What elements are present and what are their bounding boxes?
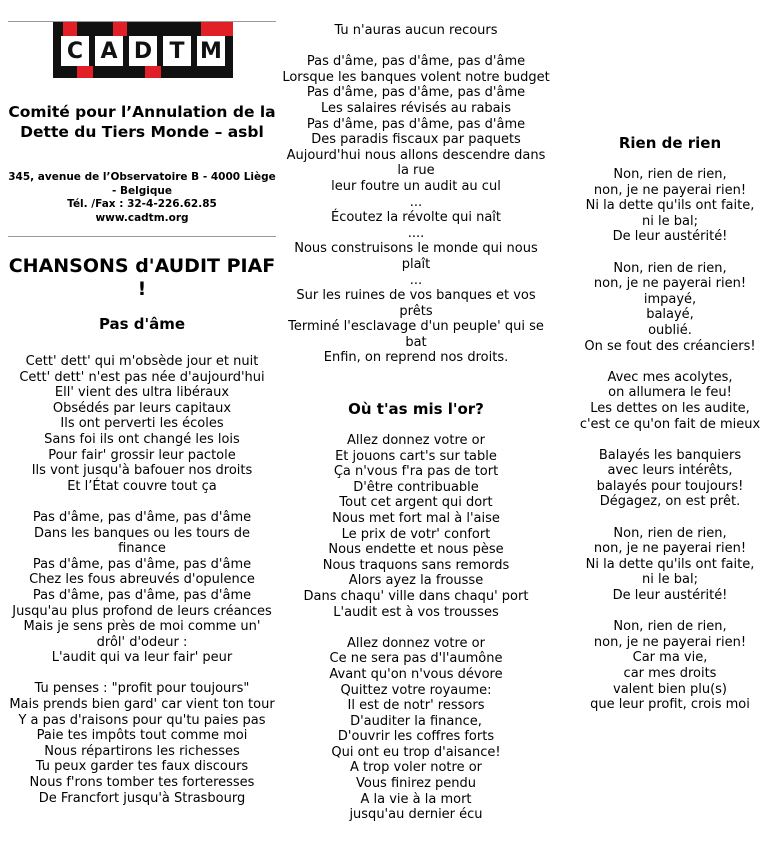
stanza: Non, rien de rien, non, je ne payerai rien! impayé, balayé, oublié. On se fout des créanciers!: [584, 260, 756, 354]
logo-letter: T: [163, 36, 191, 66]
logo-letter: C: [61, 36, 89, 66]
song-pas-d-ame-continued: [282, 23, 550, 366]
logo-red-square: [77, 66, 93, 78]
stanza: Non, rien de rien, non, je ne payerai rien! Ni la dette qu'ils ont faite, ni le bal; De leur austérité!: [585, 525, 755, 604]
stanza: Cett' dett' qui m'obsède jour et nuit Cett' dett' n'est pas née d'aujourd'hui Ell' vient des ultra libéraux Obsédés par leurs capitaux Ils ont perverti les écoles Sans foi ils ont changé les lois Pour fair' grossir leur pactole Ils vont jusqu'à bafouer nos droits Et l’État couvre tout ça: [19, 354, 265, 494]
page-title: CHANSONS d'AUDIT PIAF !: [8, 255, 276, 300]
logo-letter: M: [197, 36, 225, 66]
stanza: Pas d'âme, pas d'âme, pas d'âme Dans les banques ou les tours de finance Pas d'âme, pas d'âme, pas d'âme Chez les fous abreuvés d'opulence Pas d'âme, pas d'âme, pas d'âme Jusqu'au plus profond de leurs créances Mais je sens près de moi comme un' drôl' d'odeur : L'audit qui va leur fair' peur: [12, 509, 272, 666]
logo-red-square: [201, 22, 233, 36]
website-link[interactable]: www.cadtm.org: [95, 211, 189, 224]
logo-red-square: [63, 22, 77, 36]
song-title: Pas d'âme: [98, 315, 186, 333]
stanza: Allez donnez votre or Ce ne sera pas d'l'aumône Avant qu'on n'vous dévore Quittez votre royaume: Il est de notr' ressors D'auditer la finance, D'ouvrir les coffres forts Qui ont eu trop d'aisance! A trop voler notre or Vous finirez pendu A la vie à la mort jusqu'au dernier écu: [329, 635, 503, 823]
stanza: Non, rien de rien, non, je ne payerai rien! Ni la dette qu'ils ont faite, ni le bal; De leur austérité!: [585, 167, 755, 245]
organization-name: Comité pour l’Annulation de la Dette du Tiers Monde – asbl: [8, 103, 276, 141]
address-line: 345, avenue de l’Observatoire B - 4000 Liège - Belgique: [8, 171, 276, 197]
logo-letter: D: [129, 36, 157, 66]
phone-line: Tél. /Fax : 32-4-226.62.85: [67, 198, 217, 210]
logo-lettering: [61, 36, 225, 66]
header-divider: [8, 236, 276, 237]
song-pas-d-ame: [8, 314, 276, 806]
stanza: Avec mes acolytes, on allumera le feu! Les dettes on les audite, c'est ce qu'on fait de mieux: [579, 369, 761, 432]
cadtm-logo: [53, 22, 233, 78]
song-title: Où t'as mis l'or?: [348, 400, 484, 418]
logo-red-square: [113, 22, 127, 36]
stanza: Tu n'auras aucun recours: [334, 23, 498, 38]
logo-letter: A: [95, 36, 123, 66]
song-title: Rien de rien: [618, 134, 722, 152]
stanza: Tu penses : "profit pour toujours" Mais prends bien gard' car vient ton tour Y a pas d'raisons pour qu'tu paies pas Paie tes impôts tout comme moi Nous répartirons les richesses Tu peux garder tes faux discours Nous f'rons tomber tes forteresses De Francfort jusqu'à Strasbourg: [9, 681, 275, 806]
organization-contact: [8, 171, 276, 225]
song-rien-de-rien: [572, 133, 768, 713]
stanza: Balayés les banquiers avec leurs intérêts, balayés pour toujours! Dégagez, on est prêt.: [596, 447, 744, 510]
stanza: Non, rien de rien, non, je ne payerai rien! Car ma vie, car mes droits valent bien plu(s) que leur profit, crois moi: [590, 619, 750, 713]
stanza: Pas d'âme, pas d'âme, pas d'âme Lorsque les banques volent notre budget Pas d'âme, pas d'âme, pas d'âme Les salaires révisés au rabais Pas d'âme, pas d'âme, pas d'âme Des paradis fiscaux par paquets Aujourd'hui nous allons descendre dans la rue leur foutre un audit au cul ... Écoutez la révolte qui naît .... Nous construisons le monde qui nous plaît ... Sur les ruines de vos banques et vos prêts Terminé l'esclavage d'un peuple' qui se bat Enfin, on reprend nos droits.: [282, 54, 550, 366]
song-ou-tas-mis-lor: [282, 399, 550, 823]
logo-red-square: [145, 66, 161, 78]
stanza: Allez donnez votre or Et jouons cart's sur table Ça n'vous f'ra pas de tort D'être contribuable Tout cet argent qui dort Nous met fort mal à l'aise Le prix de votr' confort Nous endette et nous pèse Nous traquons sans remords Alors ayez la frousse Dans chaqu' ville dans chaqu' port L'audit est à vos trousses: [303, 433, 529, 620]
